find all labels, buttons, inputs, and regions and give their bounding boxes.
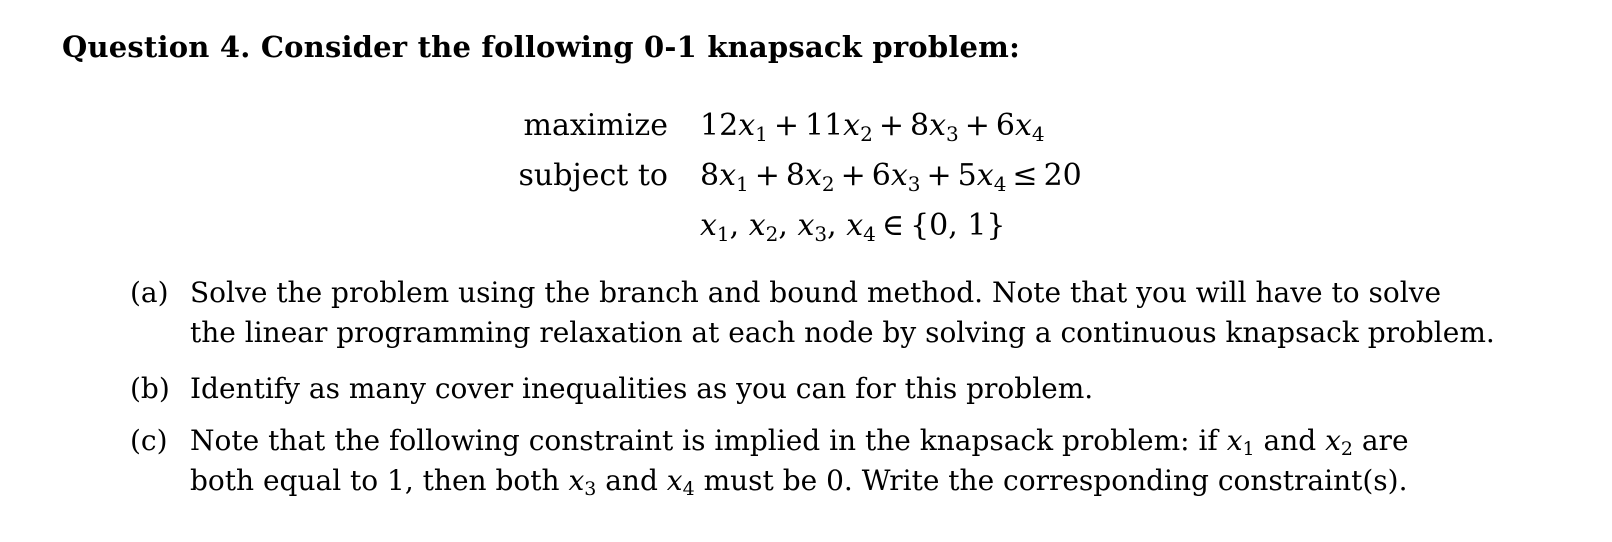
objective-row <box>0 108 1612 158</box>
part-c-line2: both equal to 1, then both $x_3$ and $x_4$ must be 0. Write the corresponding constraint(s). <box>190 464 1408 500</box>
constraint-row <box>0 158 1612 208</box>
part-b-line1: Identify as many cover inequalities as you can for this problem. <box>190 372 1094 405</box>
domain-expression: $x_1$, $x_2$, $x_3$, $x_4$ ∈ {0, 1} <box>700 208 1006 246</box>
objective-label: maximize <box>523 108 668 143</box>
part-b-label: (b) <box>130 372 170 405</box>
constraint-expression: $8x_1 + 8x_2 + 6x_3 + 5x_4 \le 20$ <box>700 158 1082 196</box>
part-a-line1: Solve the problem using the branch and bound method. Note that you will have to solve <box>190 276 1442 309</box>
part-c-label: (c) <box>130 424 168 457</box>
part-a-label: (a) <box>130 276 169 309</box>
part-c-line1: Note that the following constraint is implied in the knapsack problem: if $x_1$ and $x_2$ are <box>190 424 1409 460</box>
objective-expression: $12x_1 + 11x_2 + 8x_3 + 6x_4$ <box>700 108 1045 146</box>
domain-row <box>0 208 1612 258</box>
question-heading: Question 4. Consider the following 0-1 knapsack problem: <box>62 30 1020 64</box>
constraint-label: subject to <box>518 158 668 193</box>
part-a-line2: the linear programming relaxation at each node by solving a continuous knapsack problem. <box>190 316 1495 349</box>
